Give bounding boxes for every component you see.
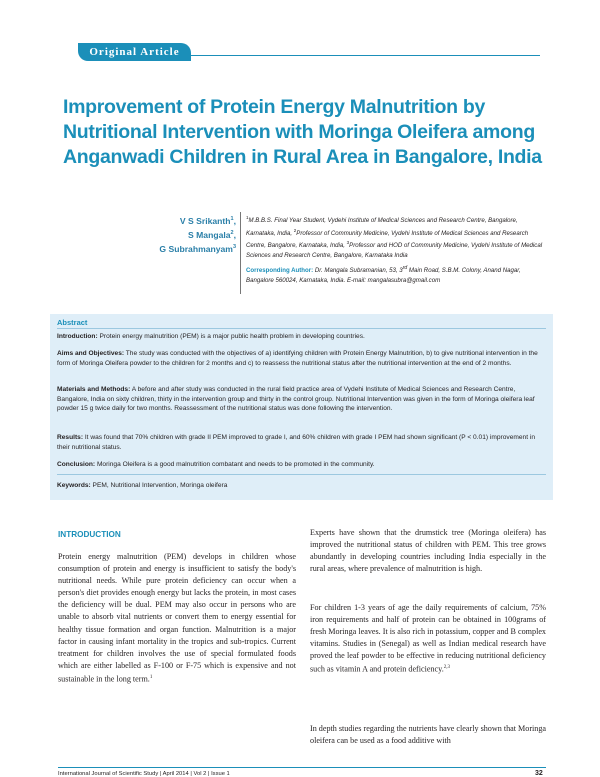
author-name: V S Srikanth$^1$, [179, 215, 236, 226]
right-column-paragraph: Experts have shown that the drumstick tree (Moringa oleifera) has improved the nutritional status of children with PEM. This tree grows abundantly in developing countries including India especially in the rural areas, where prevalence of malnutrition is high. [310, 528, 546, 574]
abstract-introduction: Introduction: Protein energy malnutrition (PEM) is a major public health problem in developing countries. [57, 333, 365, 340]
abstract-heading: Abstract [57, 318, 88, 327]
abstract-methods: Materials and Methods: A before and after study was conducted in the rural field practice area of Vydehi Institute of Medical Sciences and Research Centre, Bangalore, India on sixty children, thirty in the intervention group and thirty in the control group. Nutritional Intervention was given in the form of Moringa oleifera leaf powder 15 g twice daily for two months. Reassessment of the nutritional status was done following the intervention. [57, 386, 535, 413]
footer-rule [58, 767, 546, 768]
footer-journal-info: International Journal of Scientific Study | April 2014 | Vol 2 | Issue 1 [58, 771, 230, 777]
author-name: S Mangala$^2$, [188, 229, 236, 240]
abstract-conclusion: Conclusion: Moringa Oleifera is a good malnutrition combatant and needs to be promoted in the community. [57, 461, 375, 468]
article-type-badge: Original Article [78, 43, 191, 61]
abstract-results: Results: It was found that 70% children with grade II PEM improved to grade I, and 60% children with grade I PEM had shown significant (P < 0.01) improvement in their nutritional status. [57, 434, 535, 451]
abstract-aims: Aims and Objectives: The study was conducted with the objectives of a) identifying children with Protein Energy Malnutrition, b) to give nutritional intervention in the form of Moringa Oleifera powder to the children for 2 months and c) to reassess the nutritional status after the nutritional intervention at the end of 2 months. [57, 350, 538, 367]
right-column-paragraph: For children 1-3 years of age the daily requirements of calcium, 75% iron requirements and half of protein can be obtained in 100grams of fresh Moringa leaves. It is also rich in potassium, copper and B complex vitamins. Studies in (Senegal) as well as Indian medical research have proved the leaf powder to be effective in reducing nutritional deficiency such as vitamin A and protein deficiency.$^{2,3}$ [310, 603, 546, 675]
introduction-paragraph: Protein energy malnutrition (PEM) develops in children whose consumption of protein and energy is insufficient to satisfy the body's nutritional needs. While pure protein deficiency can occur when a person's diet provides enough energy but lacks the protein, in most cases the deficiency will be dual. PEM may also occur in persons who are unable to absorb vital nutrients or convert them to energy essential for healthy tissue formation and organ function. Malnutrition is a major factor in causing infant mortality in the tropics and sub-tropics. Current treatment for children involves the use of special formulated foods which are either labelled as F-100 or F-75 which is expensive and not sustainable in the long term.$^1$ [58, 552, 296, 684]
abstract-keywords: Keywords: PEM, Nutritional Intervention, Moringa oleifera [57, 482, 228, 489]
author-list [60, 213, 236, 255]
page-number: 32 [535, 770, 543, 777]
corresponding-author: Corresponding Author: Dr. Mangala Subramanian, 53, 3rd Main Road, S.B.M. Colony, Anand Nagar, Bangalore 560024, Karnataka, India. E-mail: mangalasubra@gmail.com [246, 265, 521, 284]
right-column-paragraph: In depth studies regarding the nutrients have clearly shown that Moringa oleifera can be used as a food additive with [310, 724, 547, 746]
author-name: G Subrahmanyam$^3$ [159, 243, 236, 254]
abstract-rule [57, 474, 546, 475]
abstract-rule [57, 328, 546, 329]
article-title: Improvement of Protein Energy Malnutrition by Nutritional Intervention with Moringa Oleifera among Anganwadi Children in Rural Area in Bangalore, India [63, 96, 542, 168]
affiliations: $^1$M.B.B.S. Final Year Student, Vydehi Institute of Medical Sciences and Research Centre, Bangalore, Karnataka, India, $^2$Professor of Community Medicine, Vydehi Institute of Medical Sciences and Research Centre, Bangalore, Karnataka, India, $^3$Professor and HOD of Community Medicine, Vydehi Institute of Medical Sciences and Research Centre, Bangalore, Karnataka India [246, 215, 543, 259]
author-divider [240, 212, 241, 294]
introduction-heading: INTRODUCTION [58, 530, 121, 539]
